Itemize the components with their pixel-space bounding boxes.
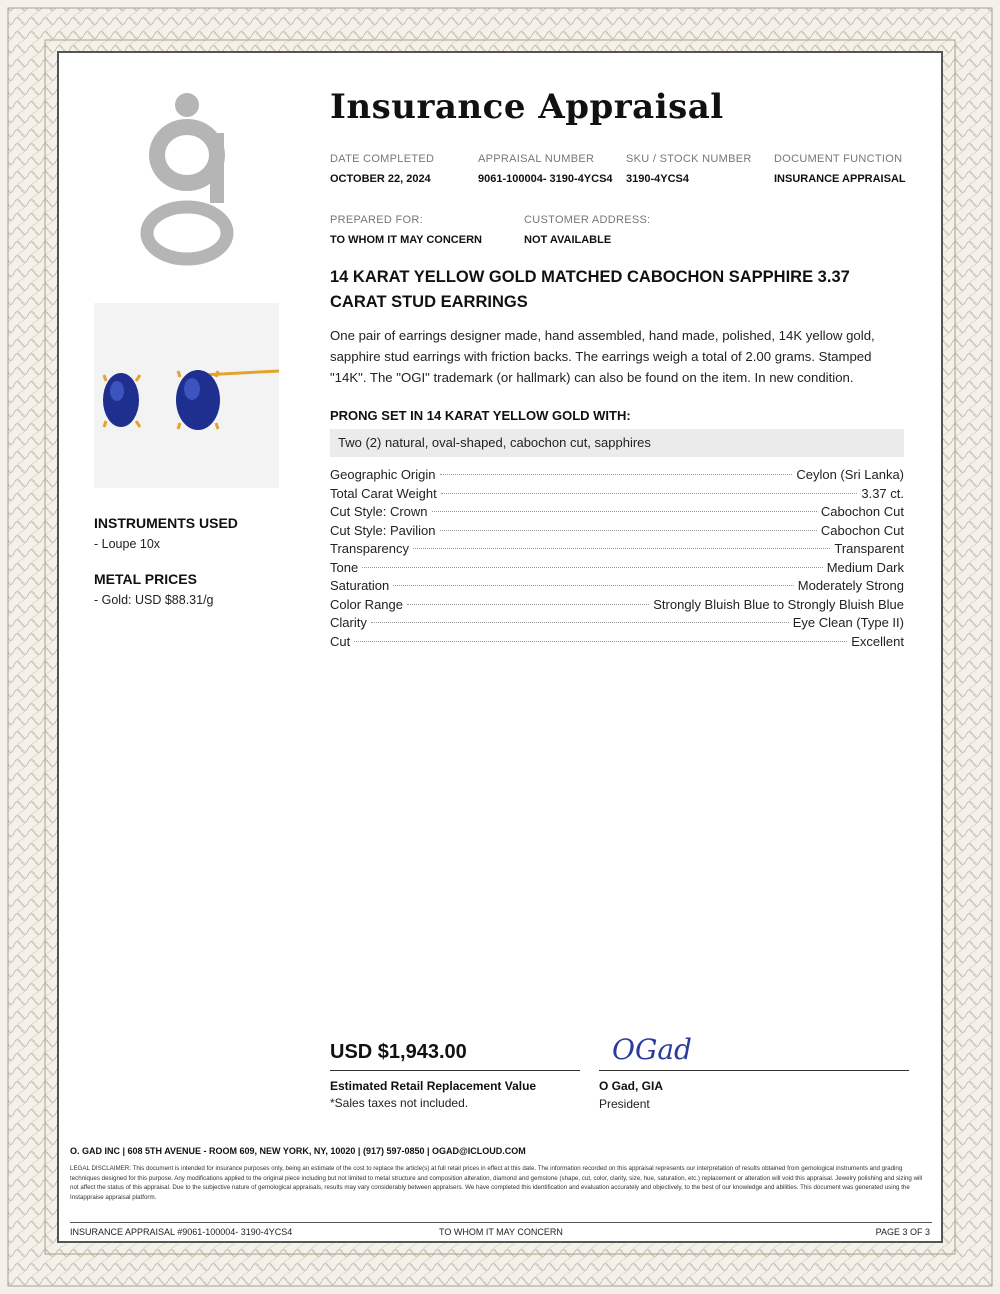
appraised-price: USD $1,943.00 bbox=[330, 1041, 467, 1063]
document-page bbox=[57, 51, 943, 1243]
stone-summary: Two (2) natural, oval-shaped, cabochon cut, sapphires bbox=[330, 429, 904, 457]
spec-row: Transparency Transparent bbox=[330, 541, 904, 556]
instruments-heading: INSTRUMENTS USED bbox=[94, 515, 238, 531]
footer-appraisal-id: INSURANCE APPRAISAL #9061-100004- 3190-4YCS4 bbox=[70, 1227, 293, 1237]
spec-row: Color Range Strongly Bluish Blue to Strongly Bluish Blue bbox=[330, 596, 904, 612]
signer-role: President bbox=[599, 1097, 650, 1111]
instrument-item: - Loupe 10x bbox=[94, 537, 161, 551]
footer-recipient: TO WHOM IT MAY CONCERN bbox=[439, 1227, 563, 1237]
document-function: DOCUMENT FUNCTION INSURANCE APPRAISAL bbox=[774, 153, 906, 185]
spec-row: Clarity Eye Clean (Type II) bbox=[330, 615, 904, 630]
company-info: O. GAD INC | 608 5TH AVENUE - ROOM 609, NEW YORK, NY, 10020 | (917) 597-0850 | OGAD@ICLOUD.COM bbox=[70, 1146, 526, 1156]
footer-page-number: PAGE 3 OF 3 bbox=[875, 1227, 930, 1237]
earrings-photo bbox=[94, 303, 279, 488]
spec-row: Saturation Moderately Strong bbox=[330, 578, 904, 593]
logo-icon bbox=[139, 93, 239, 273]
spec-row: Cut Excellent bbox=[330, 633, 904, 649]
tax-note: *Sales taxes not included. bbox=[330, 1096, 469, 1110]
prong-heading: PRONG SET IN 14 KARAT YELLOW GOLD WITH: bbox=[330, 408, 631, 423]
legal-disclaimer: LEGAL DISCLAIMER: This document is intended for insurance purposes only, being an estimate of the cost to replace the article(s) at full retail prices in effect at this date. The information recorded on this appraisal represents our interpretation of results obtained from gemological instruments and grading techniques designed for this purpose. Any modifications applied to the original piece including but not limited to metal structure and composition alteration, diamond and gemstone (shape, cut, color, clarity, size, hue, saturation, etc.) replacement or alteration will void this appraisal. Jewelry polishing and sizing will not affect the status of this appraisal. Due to the subjective nature of gemological appraisals, results may vary considerably between appraisers. We have completed this identification and evaluation accurately and objectively, to the best of our knowledge and abilities. This document was generated using the Instappraise appraisal platform. bbox=[70, 1165, 923, 1201]
spec-row: Geographic Origin Ceylon (Sri Lanka) bbox=[330, 467, 904, 482]
item-description: One pair of earrings designer made, hand assembled, hand made, polished, 14K yellow gold, sapphire stud earrings with friction backs. The earrings weigh a total of 2.00 grams. Stamped "14K". The "OGI" trademark (or hallmark) can also be found on the item. In new condition. bbox=[330, 328, 875, 385]
date-completed: DATE COMPLETED OCTOBER 22, 2024 bbox=[330, 153, 435, 185]
prepared-for: PREPARED FOR: TO WHOM IT MAY CONCERN bbox=[330, 214, 482, 246]
value-label: Estimated Retail Replacement Value bbox=[330, 1079, 537, 1093]
spec-row: Total Carat Weight 3.37 ct. bbox=[330, 485, 904, 501]
metal-prices-heading: METAL PRICES bbox=[94, 571, 197, 587]
item-title: 14 KARAT YELLOW GOLD MATCHED CABOCHON SAPPHIRE 3.37 CARAT STUD EARRINGS bbox=[330, 268, 850, 311]
divider bbox=[330, 1070, 580, 1071]
customer-address: CUSTOMER ADDRESS: NOT AVAILABLE bbox=[524, 214, 651, 246]
metal-price-item: - Gold: USD $88.31/g bbox=[94, 593, 214, 607]
appraisal-number: APPRAISAL NUMBER 9061-100004- 3190-4YCS4 bbox=[478, 153, 613, 185]
signature: OGad bbox=[612, 1033, 692, 1066]
signature-line bbox=[599, 1070, 909, 1071]
spec-row: Tone Medium Dark bbox=[330, 559, 904, 575]
footer-divider bbox=[70, 1222, 932, 1223]
spec-row: Cut Style: Crown Cabochon Cut bbox=[330, 504, 904, 519]
document-title: Insurance Appraisal bbox=[330, 87, 724, 127]
signer-name: O Gad, GIA bbox=[599, 1079, 664, 1093]
specs-list bbox=[330, 467, 904, 652]
spec-row: Cut Style: Pavilion Cabochon Cut bbox=[330, 522, 904, 538]
sku-number: SKU / STOCK NUMBER 3190-4YCS4 bbox=[626, 153, 752, 185]
